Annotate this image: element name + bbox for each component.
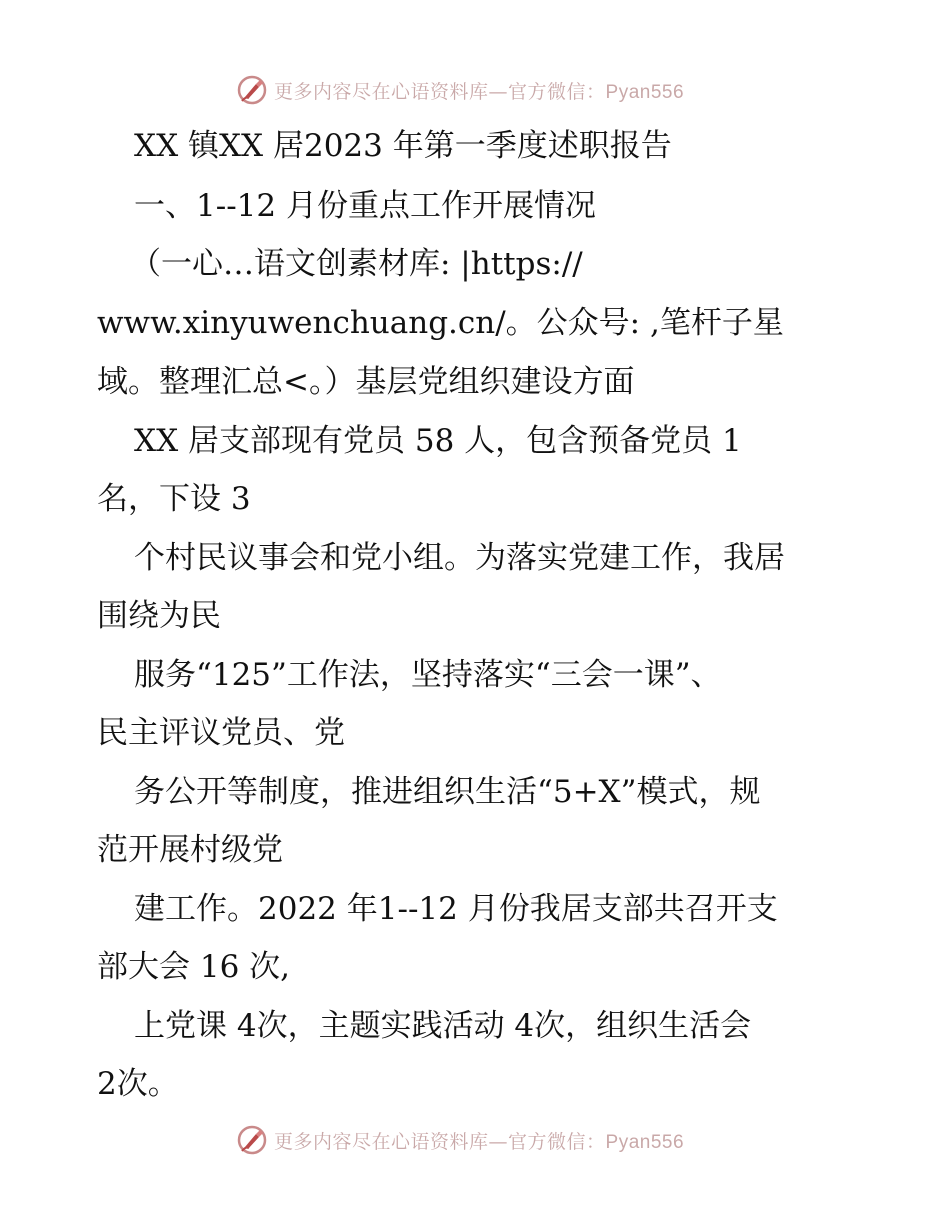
text-line: 部大会 16 次, xyxy=(97,949,291,985)
document-title: XX 镇XX 居2023 年第一季度述职报告 xyxy=(134,128,672,164)
text-line: 2次。 xyxy=(97,1066,179,1102)
text-line: 围绕为民 xyxy=(97,598,221,634)
text-line: 上党课 4次，主题实践活动 4次，组织生活会 xyxy=(134,1008,752,1044)
text-line: 民主评议党员、党 xyxy=(97,715,345,751)
footer-watermark-banner xyxy=(236,1122,684,1158)
text-line: XX 居支部现有党员 58 人，包含预备党员 1 xyxy=(134,423,742,459)
watermark-text: 更多内容尽在心语资料库—官方微信：Pyan556 xyxy=(274,1130,685,1153)
text-line: 个村民议事会和党小组。为落实党建工作，我居 xyxy=(134,540,785,576)
text-line: 范开展村级党 xyxy=(97,832,283,868)
wechat-id: Pyan556 xyxy=(605,81,685,103)
text-line: 建工作。2022 年1--12 月份我居支部共召开支 xyxy=(134,891,778,927)
text-line: 名，下设 3 xyxy=(97,481,251,517)
watermark-text: 更多内容尽在心语资料库—官方微信：Pyan556 xyxy=(274,80,685,103)
pen-logo-icon xyxy=(236,1124,268,1156)
text-line: （一心…语文创素材库: |https:// xyxy=(130,246,583,282)
pen-logo-icon xyxy=(236,74,268,106)
text-line: 域。整理汇总<。）基层党组织建设方面 xyxy=(97,364,635,400)
section-heading: 一、1--12 月份重点工作开展情况 xyxy=(134,188,596,224)
header-watermark-banner xyxy=(236,72,684,108)
wechat-id: Pyan556 xyxy=(605,1131,685,1153)
text-line: 务公开等制度，推进组织生活“5+X”模式，规 xyxy=(134,774,761,810)
text-line: 服务“125”工作法，坚持落实“三会一课”、 xyxy=(134,657,722,693)
text-line: www.xinyuwenchuang.cn/。公众号: ,笔杆子星 xyxy=(97,305,784,341)
